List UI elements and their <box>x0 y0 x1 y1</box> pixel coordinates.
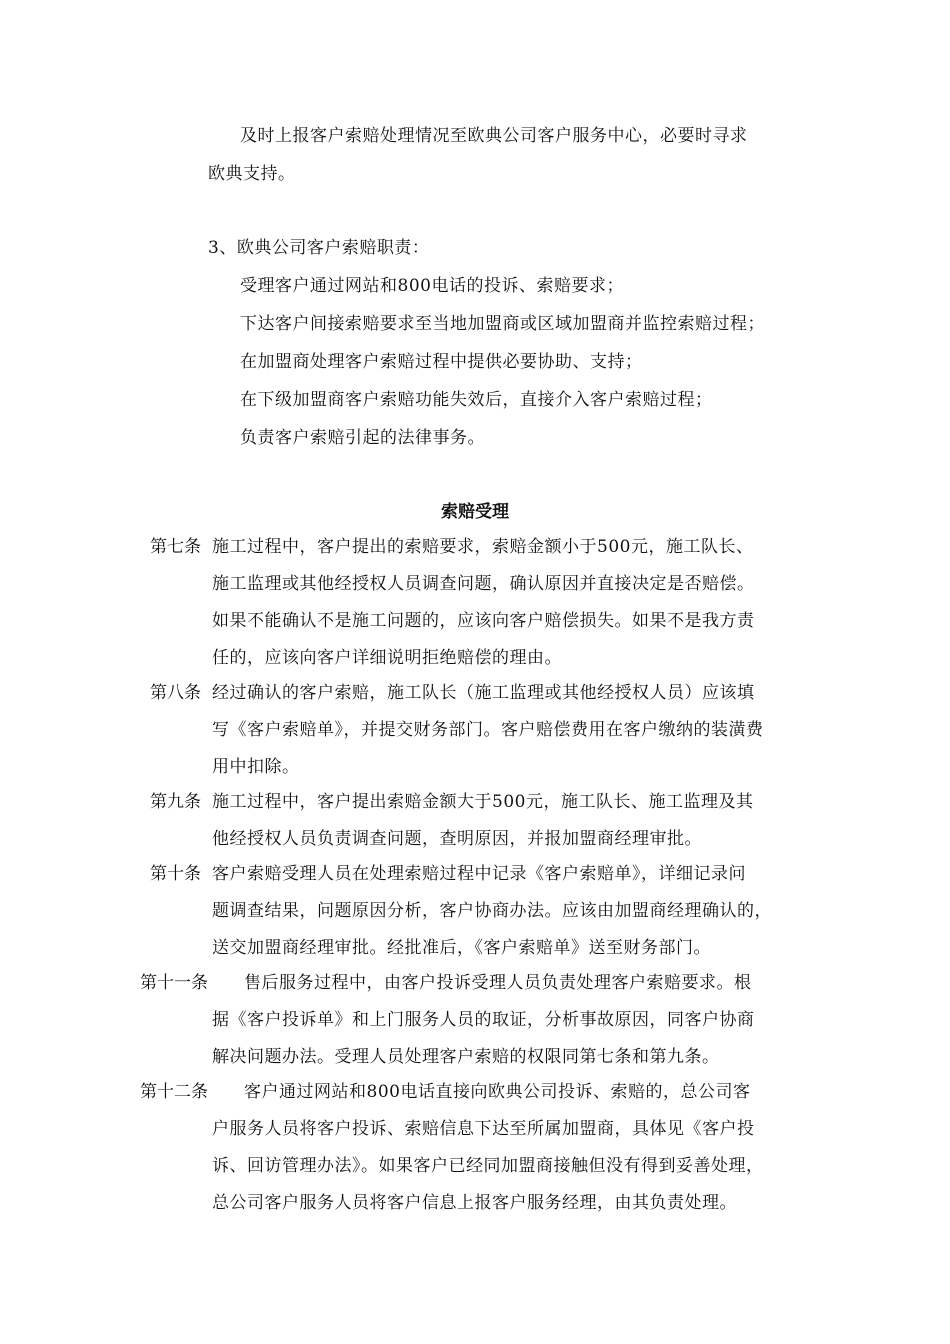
article-7-line: 施工过程中，客户提出的索赔要求，索赔金额小于500元，施工队长、 <box>212 537 754 557</box>
article-10-label: 第十条 <box>150 864 201 884</box>
article-12-label: 第十二条 <box>140 1082 208 1102</box>
section-3-item: 负责客户索赔引起的法律事务。 <box>240 428 485 448</box>
article-11-line: 据《客户投诉单》和上门服务人员的取证，分析事故原因，同客户协商 <box>212 1010 755 1030</box>
article-10-line: 送交加盟商经理审批。经批准后，《客户索赔单》送至财务部门。 <box>212 938 711 958</box>
article-10-line: 题调查结果，问题原因分析，客户协商办法。应该由加盟商经理确认的， <box>212 901 772 921</box>
intro-line-1: 及时上报客户索赔处理情况至欧典公司客户服务中心，必要时寻求 <box>240 126 748 146</box>
article-11-line: 解决问题办法。受理人员处理客户索赔的权限同第七条和第九条。 <box>212 1047 720 1067</box>
section-3-item: 在下级加盟商客户索赔功能失效后，直接介入客户索赔过程； <box>240 390 713 410</box>
section-3-heading: 3、欧典公司客户索赔职责： <box>208 238 430 258</box>
article-7-line: 任的，应该向客户详细说明拒绝赔偿的理由。 <box>212 648 562 668</box>
article-11-line: 售后服务过程中，由客户投诉受理人员负责处理客户索赔要求。根 <box>244 973 752 993</box>
article-8-line: 用中扣除。 <box>212 757 300 777</box>
section-title-claims: 索赔受理 <box>441 502 509 522</box>
article-12-line: 户服务人员将客户投诉、索赔信息下达至所属加盟商，具体见《客户投 <box>212 1119 755 1139</box>
article-9-line: 施工过程中，客户提出索赔金额大于500元，施工队长、施工监理及其 <box>212 792 754 812</box>
section-3-item: 下达客户间接索赔要求至当地加盟商或区域加盟商并监控索赔过程； <box>240 314 765 334</box>
article-7-label: 第七条 <box>150 537 201 557</box>
article-7-line: 施工监理或其他经授权人员调查问题，确认原因并直接决定是否赔偿。 <box>212 574 755 594</box>
article-8-line: 经过确认的客户索赔，施工队长（施工监理或其他经授权人员）应该填 <box>212 683 755 703</box>
article-8-line: 写《客户索赔单》，并提交财务部门。客户赔偿费用在客户缴纳的装潢费 <box>212 720 764 740</box>
article-11-label: 第十一条 <box>140 973 208 993</box>
article-9-label: 第九条 <box>150 792 201 812</box>
article-12-line: 总公司客户服务人员将客户信息上报客户服务经理，由其负责处理。 <box>212 1193 737 1213</box>
section-3-item: 在加盟商处理客户索赔过程中提供必要协助、支持； <box>240 352 643 372</box>
article-8-label: 第八条 <box>150 683 201 703</box>
article-12-line: 诉、回访管理办法》。如果客户已经同加盟商接触但没有得到妥善处理， <box>212 1156 764 1176</box>
article-10-line: 客户索赔受理人员在处理索赔过程中记录《客户索赔单》，详细记录问 <box>212 864 746 884</box>
article-12-line: 客户通过网站和800电话直接向欧典公司投诉、索赔的，总公司客 <box>244 1082 751 1102</box>
article-9-line: 他经授权人员负责调查问题，查明原因，并报加盟商经理审批。 <box>212 829 702 849</box>
article-7-line: 如果不能确认不是施工问题的，应该向客户赔偿损失。如果不是我方责 <box>212 611 755 631</box>
section-3-item: 受理客户通过网站和800电话的投诉、索赔要求； <box>240 276 624 296</box>
intro-line-2: 欧典支持。 <box>208 164 296 184</box>
